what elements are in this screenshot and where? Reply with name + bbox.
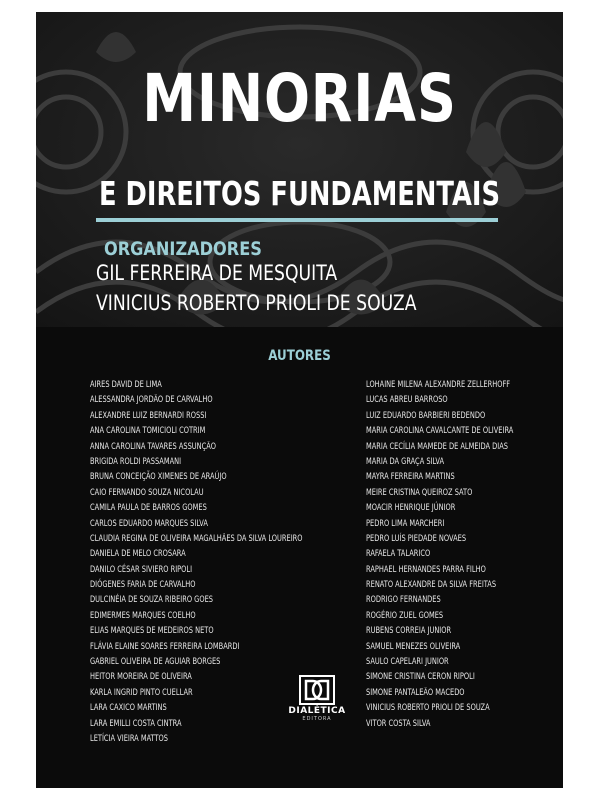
title-divider	[96, 218, 498, 222]
author-name: SIMONE PANTALEÃO MACEDO	[366, 687, 465, 698]
author-name: MEIRE CRISTINA QUEIROZ SATO	[366, 487, 473, 498]
dialetica-logo-icon	[299, 675, 335, 705]
book-cover	[36, 12, 563, 788]
author-name: MARIA CECÍLIA MAMEDE DE ALMEIDA DIAS	[366, 441, 509, 452]
author-name: CAMILA PAULA DE BARROS GOMES	[90, 503, 207, 514]
author-name: BRIGIDA ROLDI PASSAMANI	[90, 456, 182, 467]
author-name: SIMONE CRISTINA CERON RIPOLI	[366, 672, 475, 683]
author-name: MARIA CAROLINA CAVALCANTE DE OLIVEIRA	[366, 426, 514, 437]
author-name: AIRES DAVID DE LIMA	[90, 380, 162, 390]
author-name: DANIELA DE MELO CROSARA	[90, 549, 186, 560]
author-name: ANNA CAROLINA TAVARES ASSUNÇÃO	[90, 441, 216, 452]
author-name: ANA CAROLINA TOMICIOLI COTRIM	[90, 426, 206, 437]
author-name: VITOR COSTA SILVA	[366, 718, 431, 729]
author-name: LOHAINE MILENA ALEXANDRE ZELLERHOFF	[366, 380, 511, 390]
author-name: GABRIEL OLIVEIRA DE AGUIAR BORGES	[90, 657, 221, 668]
author-name: DIÓGENES FARIA DE CARVALHO	[90, 580, 196, 591]
author-name: EDIMERMES MARQUES COELHO	[90, 610, 196, 621]
authors-list-right	[366, 378, 537, 732]
author-name: RENATO ALEXANDRE DA SILVA FREITAS	[366, 580, 497, 591]
author-name: PEDRO LIMA MARCHERI	[366, 518, 445, 529]
publisher-sub: EDITORA	[302, 716, 332, 722]
author-name: RAPHAEL HERNANDES PARRA FILHO	[366, 564, 486, 575]
author-name: CLAUDIA REGINA DE OLIVEIRA MAGALHÃES DA SILVA LOUREIRO	[90, 533, 303, 544]
author-name: MAYRA FERREIRA MARTINS	[366, 472, 455, 483]
author-name: SAMUEL MENEZES OLIVEIRA	[366, 641, 461, 652]
author-name: MOACIR HENRIQUE JÚNIOR	[366, 503, 456, 514]
author-name: RODRIGO FERNANDES	[366, 595, 441, 606]
author-name: LARA CAXICO MARTINS	[90, 703, 167, 714]
author-name: CARLOS EDUARDO MARQUES SILVA	[90, 518, 208, 529]
authors-heading: AUTORES	[268, 348, 331, 364]
author-name: LARA EMILLI COSTA CINTRA	[90, 718, 182, 729]
book-subtitle: E DIREITOS FUNDAMENTAIS	[98, 174, 501, 213]
author-name: VINICIUS ROBERTO PRIOLI DE SOUZA	[366, 703, 490, 714]
publisher-name: DIALÉTICA	[288, 706, 346, 716]
book-title: MINORIAS	[142, 60, 457, 137]
author-name: FLÁVIA ELAINE SOARES FERREIRA LOMBARDI	[90, 641, 240, 652]
publisher-logo	[282, 675, 352, 722]
author-name: BRUNA CONCEIÇÃO XIMENES DE ARAÚJO	[90, 472, 227, 483]
organizer-name: VINICIUS ROBERTO PRIOLI DE SOUZA	[96, 291, 417, 315]
author-name: ALEXANDRE LUIZ BERNARDI ROSSI	[90, 410, 207, 421]
author-name: DANILO CÉSAR SIVIERO RIPOLI	[90, 564, 193, 575]
author-name: ELIAS MARQUES DE MEDEIROS NETO	[90, 626, 214, 637]
author-name: RUBENS CORREIA JUNIOR	[366, 626, 452, 637]
author-name: KARLA INGRID PINTO CUELLAR	[90, 687, 193, 698]
author-name: ROGÉRIO ZUEL GOMES	[366, 610, 444, 621]
author-name: PEDRO LUÍS PIEDADE NOVAES	[366, 533, 467, 544]
author-name: SAULO CAPELARI JUNIOR	[366, 657, 449, 668]
author-name: CAIO FERNANDO SOUZA NICOLAU	[90, 487, 204, 498]
author-name: LETÍCIA VIEIRA MATTOS	[90, 733, 168, 744]
author-name: LUIZ EDUARDO BARBIERI BEDENDO	[366, 410, 486, 421]
organizers-heading: ORGANIZADORES	[104, 238, 262, 260]
author-name: RAFAELA TALARICO	[366, 549, 431, 560]
author-name: LUCAS ABREU BARROSO	[366, 395, 448, 406]
author-name: DULCINÉIA DE SOUZA RIBEIRO GOES	[90, 595, 214, 606]
author-name: MARIA DA GRAÇA SILVA	[366, 456, 445, 467]
organizer-name: GIL FERREIRA DE MESQUITA	[96, 261, 338, 285]
author-name: HEITOR MOREIRA DE OLIVEIRA	[90, 672, 192, 683]
author-name: ALESSANDRA JORDÃO DE CARVALHO	[90, 395, 213, 406]
